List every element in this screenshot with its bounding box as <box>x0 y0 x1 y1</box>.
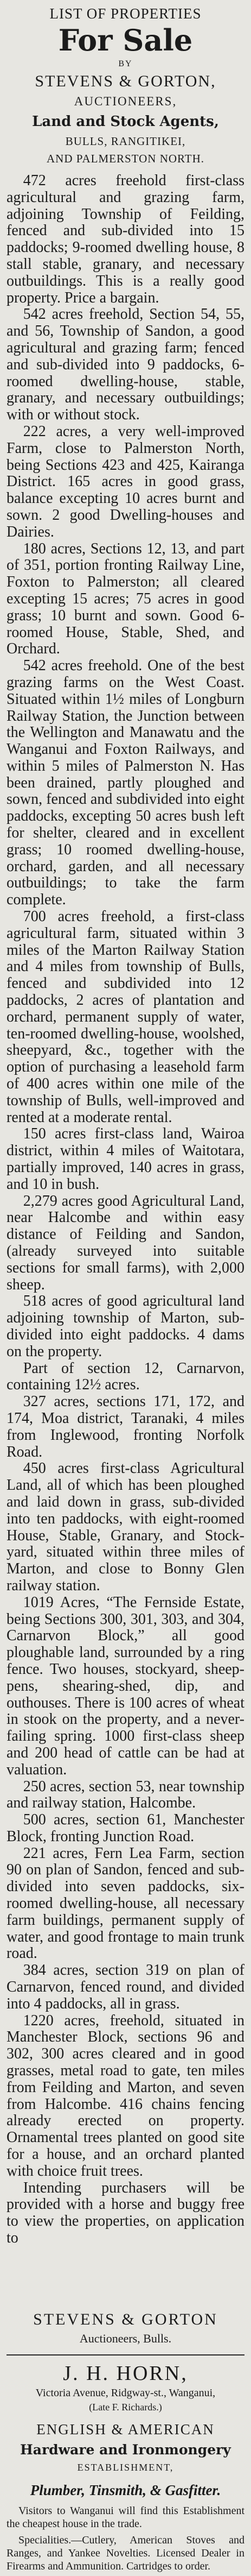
property-listing: 2,279 acres good Agricultural Land, near Halcombe and within easy distance of Feilding and Sandon, (already surveyed into suitable sections for small farms), with 2,000 sheep. <box>7 1192 244 1293</box>
closing-note: Intending purchasers will be provided with a horse and buggy free to view the properties, on application to <box>7 2179 244 2247</box>
advert-signature <box>7 2302 244 2347</box>
property-listing: 180 acres, Sections 12, 13, and part of 351, portion fronting Railway Line, Foxton to Palmerston; all cleared excepting 15 acres; 75 acres in good grass; 10 burnt and sown. Good 6-roomed House, Stable, Shed, and Orchard. <box>7 540 244 658</box>
property-listing: 1019 Acres, “The Fernside Estate, being Sections 300, 301, 303, and 304, Carnarvon Block,” all good ploughable land, surrounded by a ring fence. Two houses, stockyard, sheep-pens, shearing-shed, dip, and outhouses. There is 100 acres of wheat in stook on the property, and a never-failing spring. 1000 first-class sheep and 200 head of cattle can be had at valuation. <box>7 1594 244 1778</box>
horn-hardware-advert <box>7 2361 244 2573</box>
property-listing: 450 acres first-class Agricultural Land, all of which has been ploughed and laid down in grass, sub-divided into ten paddocks, with eight-roomed House, Stable, Granary, and Stock-yard, situated within three miles of Marton, and close to Bonny Glen railway station. <box>7 1460 244 1594</box>
firm-location-1: BULLS, RANGITIKEI, <box>65 135 186 148</box>
horn-address: Victoria Avenue, Ridgway-st., Wanganui, <box>35 2387 216 2399</box>
property-listing: Part of section 12, Carnarvon, containing 12½ acres. <box>7 1359 244 1394</box>
signature-firm: STEVENS & GORTON <box>33 2310 218 2328</box>
horn-line-1: ENGLISH & AMERICAN <box>36 2421 215 2438</box>
property-listing: 518 acres of good agricultural land adjoining township of Marton, sub-divided into eight paddocks. 4 dams on the property. <box>7 1293 244 1360</box>
horn-trades: Plumber, Tinsmith, & Gasfitter. <box>30 2482 221 2498</box>
property-listing: 1220 acres, freehold, situated in Manchester Block, sections 96 and 302, 300 acres cleared and in good grasses, metal road to gate, ten miles from Feilding and Marton, and seven from Halcombe. 416 chains fencing already erected on property. Ornamental trees planted on good site for a house, and an orchard planted with choice fruit trees. <box>7 2012 244 2180</box>
firm-name: STEVENS & GORTON, <box>35 72 216 90</box>
horn-visitors: Visitors to Wanganui will find this Establishment the cheapest house in the trade. <box>7 2505 244 2530</box>
horn-line-2: Hardware and Ironmongery <box>20 2442 231 2458</box>
column-rule <box>7 2354 244 2355</box>
property-listing: 327 acres, sections 171, 172, and 174, Moa district, Taranaki, 4 miles from Inglewood, fronting Norfolk Road. <box>7 1393 244 1460</box>
property-listing: 542 acres freehold, Section 54, 55, and 56, Township of Sandon, a good agricultural and grazing farm; fenced and sub-divided into 9 paddocks, 6-roomed dwelling-house, stable, granary, and necessary outbuildings; with or without stock. <box>7 306 244 424</box>
horn-formerly: (Late F. Richards.) <box>89 2402 162 2413</box>
property-listing: 472 acres freehold first-class agricultural and grazing farm, adjoining Township of Feilding, fenced and sub-divided into 15 paddocks; 9-roomed dwelling house, 8 stall stable, granary, and necessary outbuildings. This is a really good property. Price a bargain. <box>7 173 244 306</box>
property-listing: 500 acres, section 61, Manchester Block, fronting Junction Road. <box>7 1811 244 1845</box>
property-listing: 542 acres freehold. One of the best grazing farms on the West Coast. Situated within 1½ miles of Longburn Railway Station, the Junction between the Wellington and Manawatu and the Wanganui and Foxton Railways, and within 5 miles of Palmerston N. Has been drained, partly ploughed and sown, fenced and subdivided into eight paddocks, excepting 50 acres bush left for shelter, cleared and in excellent grass; 10 roomed dwelling-house, orchard, garden, and all necessary outbuildings; to take the farm complete. <box>7 657 244 909</box>
signature-title: Auctioneers, Bulls. <box>79 2332 172 2345</box>
for-sale-heading: For Sale <box>58 23 193 58</box>
property-listing: 700 acres freehold, a first-class agricultural farm, situated within 3 miles of the Marton Railway Station and 4 miles from township of Bulls, fenced and subdivided into 12 paddocks, 2 acres of plantation and orchard, permanent supply of water, ten-roomed dwelling-house, woolshed, sheepyard, &c., together with the option of purchasing a leasehold farm of 400 acres within one mile of the township of Bulls, well-improved and rented at a moderate rental. <box>7 908 244 1126</box>
property-listing: 150 acres first-class land, Wairoa district, within 4 miles of Waitotara, partially improved, 140 acres in grass, and 10 in bush. <box>7 1125 244 1193</box>
property-listing: 250 acres, section 53, near township and railway station, Halcombe. <box>7 1778 244 1812</box>
firm-role: AUCTIONEERS, <box>74 95 177 108</box>
list-of-properties-heading: LIST OF PROPERTIES <box>49 5 202 22</box>
by-line: BY <box>118 59 133 68</box>
horn-name: J. H. HORN, <box>63 2362 188 2385</box>
horn-specialities: Specialities.—Cutlery, American Stoves and Ranges, and Yankee Novelties. Licensed Dealer in Firearms and Ammunition. Cartridges to order. <box>7 2534 244 2572</box>
property-listing: 222 acres, a very well-improved Farm, close to Palmerston North, being Sections 423 and 425, Kairanga District. 165 acres in good grass, balance excepting 10 acres burnt and sown. 2 good Dwelling-houses and Dairies. <box>7 423 244 540</box>
property-listing: 221 acres, Fern Lea Farm, section 90 on plan of Sandon, fenced and sub-divided into seven paddocks, six-roomed dwelling-house, all necessary farm buildings, permanent supply of water, and good frontage to main trunk road. <box>7 1844 244 1962</box>
firm-agents-line: Land and Stock Agents, <box>32 114 219 130</box>
property-listing: 384 acres, section 319 on plan of Carnarvon, fenced round, and divided into 4 paddocks, all in grass. <box>7 1962 244 2012</box>
property-listings <box>7 173 244 2302</box>
firm-location-2: AND PALMERSTON NORTH. <box>46 152 205 165</box>
stevens-gorton-advert-header <box>7 4 244 167</box>
horn-line-3: ESTABLISHMENT, <box>77 2462 174 2473</box>
